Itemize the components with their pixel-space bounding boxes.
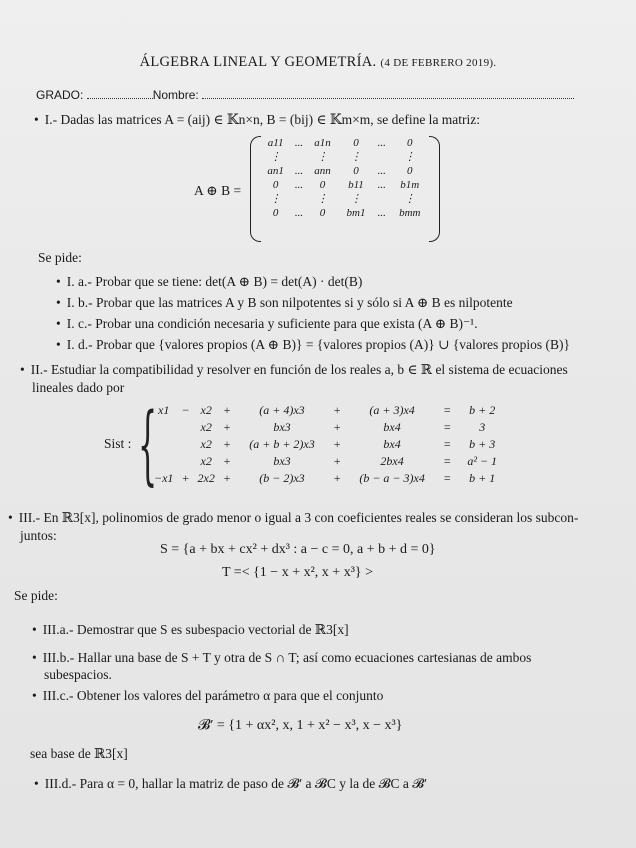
equation-term: + xyxy=(222,403,231,417)
matrix-cell: ... xyxy=(377,179,386,191)
left-brace-icon: { xyxy=(138,395,158,495)
matrix-cell: an1 xyxy=(267,165,284,177)
equation-term: + xyxy=(332,437,342,451)
equation-term: b + 3 xyxy=(469,437,496,451)
matrix-row xyxy=(260,150,430,164)
B-prime-definition: 𝓑′ = {1 + αx², x, 1 + x² − x³, x − x³} xyxy=(198,718,403,733)
matrix-cell: ... xyxy=(377,207,386,219)
matrix-cell: ... xyxy=(294,207,304,219)
nombre-blank[interactable] xyxy=(202,88,574,99)
matrix-cell: ⋮ xyxy=(350,193,362,205)
equation-term xyxy=(177,419,193,436)
equation-term: (b − 2)x3 xyxy=(259,471,305,485)
equation-term: + xyxy=(332,420,342,434)
matrix-cell: ... xyxy=(294,165,304,177)
q1-se-pide: Se pide: xyxy=(38,250,82,265)
matrix-cell: ⋮ xyxy=(316,151,328,163)
q2-line2: lineales dado por xyxy=(32,380,125,395)
matrix-cell: 0 xyxy=(353,165,359,177)
exam-title xyxy=(0,54,636,71)
equation-term: − xyxy=(181,403,190,417)
matrix-cell: ⋮ xyxy=(350,151,362,163)
q3-line2: juntos: xyxy=(20,528,57,543)
equation-term xyxy=(150,453,177,470)
q3-se-pide: Se pide: xyxy=(14,588,58,603)
equation-term: (a + 3)x4 xyxy=(369,403,415,417)
q3-part-a: • III.a.- Demostrar que S es subespacio vectorial de ℝ3[x] xyxy=(32,622,349,638)
matrix-cell: a11 xyxy=(267,137,284,149)
S-definition: S = {a + bx + cx² + dx³ : a − c = 0, a + b + d = 0} xyxy=(160,542,436,557)
equation-term: = xyxy=(443,403,452,417)
matrix-cell xyxy=(374,150,390,164)
grado-line xyxy=(36,88,574,102)
matrix-cell: ... xyxy=(294,137,304,149)
equation-row xyxy=(150,470,509,487)
equation-term xyxy=(150,419,177,436)
equation-term: −x1 xyxy=(154,471,174,485)
title-date: (4 DE FEBRERO 2019). xyxy=(380,57,497,69)
equation-term: x1 xyxy=(158,403,170,417)
equation-term: + xyxy=(181,471,190,485)
matrix-cell: ⋮ xyxy=(404,151,416,163)
equation-term: b + 1 xyxy=(469,471,496,485)
matrix-table xyxy=(260,136,430,220)
equation-term: + xyxy=(222,454,231,468)
matrix-cell: ann xyxy=(314,165,331,177)
equation-term xyxy=(177,453,193,470)
equation-term: = xyxy=(443,420,452,434)
equation-row xyxy=(150,453,509,470)
matrix-cell: bmm xyxy=(399,207,421,219)
matrix-label: A ⊕ B = xyxy=(194,183,242,198)
q3-part-d: • III.d.- Para α = 0, hallar la matriz de paso de 𝓑′ a 𝓑C y la de 𝓑C a 𝓑′ xyxy=(34,776,427,792)
matrix-cell: 0 xyxy=(319,179,326,191)
matrix-cell xyxy=(374,192,390,206)
nombre-label: Nombre: xyxy=(152,88,199,102)
matrix-cell: 0 xyxy=(407,137,413,149)
q1-part-d: • I. d.- Probar que {valores propios (A ⊕ B)} = {valores propios (A)} ∪ {valores propios (B)} xyxy=(56,337,570,353)
matrix-cell: 0 xyxy=(272,207,279,219)
q1-part-b: • I. b.- Probar que las matrices A y B son nilpotentes si y sólo si A ⊕ B es nilpotente xyxy=(56,295,513,311)
equation-term: bx4 xyxy=(383,437,401,451)
matrix-row xyxy=(260,192,430,206)
q3-part-c: • III.c.- Obtener los valores del parámetro α para que el conjunto xyxy=(32,688,383,704)
q3-part-b-line2: subespacios. xyxy=(44,667,112,682)
matrix-cell: ⋮ xyxy=(270,151,282,163)
sist-label: Sist : xyxy=(104,436,132,451)
matrix-cell xyxy=(291,192,307,206)
equation-term: = xyxy=(443,454,452,468)
equation-term: bx4 xyxy=(383,420,401,434)
block-matrix xyxy=(250,136,440,242)
sea-base-text: sea base de ℝ3[x] xyxy=(30,746,128,761)
q1-part-a: • I. a.- Probar que se tiene: det(A ⊕ B) = det(A) · det(B) xyxy=(56,274,362,290)
equation-system xyxy=(150,402,509,487)
equation-term: 3 xyxy=(479,420,486,434)
q1-intro: • I.- Dadas las matrices A = (aij) ∈ 𝕂n×n, B = (bij) ∈ 𝕂m×m, se define la matriz: xyxy=(34,112,480,128)
q1-part-c: • I. c.- Probar una condición necesaria y suficiente para que exista (A ⊕ B)⁻¹. xyxy=(56,316,478,332)
equation-term: 2x2 xyxy=(197,471,215,485)
matrix-cell: ... xyxy=(377,137,386,149)
T-definition: T =< {1 − x + x², x + x³} > xyxy=(222,565,374,580)
equation-term: x2 xyxy=(200,403,212,417)
equation-term: x2 xyxy=(200,420,212,434)
matrix-cell: 0 xyxy=(272,179,279,191)
equation-term: + xyxy=(332,454,342,468)
equation-term: (a + 4)x3 xyxy=(259,403,305,417)
matrix-cell: 0 xyxy=(319,207,326,219)
system-table xyxy=(150,402,509,487)
matrix-cell: ... xyxy=(294,179,304,191)
matrix-cell: bm1 xyxy=(346,207,366,219)
equation-term: = xyxy=(443,437,452,451)
equation-term: + xyxy=(222,471,231,485)
matrix-cell: 0 xyxy=(407,165,413,177)
equation-term: a² − 1 xyxy=(467,454,498,468)
equation-term: x2 xyxy=(200,437,212,451)
equation-term: (b − a − 3)x4 xyxy=(359,471,425,485)
matrix-cell: a1n xyxy=(314,137,331,149)
matrix-cell: ⋮ xyxy=(316,193,328,205)
equation-term: = xyxy=(443,471,452,485)
q3-part-b-line1: • III.b.- Hallar una base de S + T y otra de S ∩ T; así como ecuaciones cartesianas de ambos xyxy=(32,650,531,666)
grado-label: GRADO: xyxy=(36,88,84,102)
equation-term: + xyxy=(332,403,342,417)
matrix-cell xyxy=(291,150,307,164)
equation-term: bx3 xyxy=(273,454,291,468)
equation-term xyxy=(150,436,177,453)
equation-term: 2bx4 xyxy=(380,454,404,468)
equation-term: bx3 xyxy=(273,420,291,434)
equation-term: (a + b + 2)x3 xyxy=(249,437,315,451)
grado-blank[interactable] xyxy=(87,88,153,99)
matrix-row xyxy=(260,178,430,192)
matrix-row xyxy=(260,164,430,178)
equation-term: b + 2 xyxy=(469,403,496,417)
matrix-cell: ⋮ xyxy=(270,193,282,205)
matrix-cell: 0 xyxy=(353,137,359,149)
matrix-cell: ⋮ xyxy=(404,193,416,205)
equation-row xyxy=(150,419,509,436)
matrix-row xyxy=(260,206,430,220)
matrix-row xyxy=(260,136,430,150)
matrix-cell: b11 xyxy=(348,179,364,191)
equation-row xyxy=(150,436,509,453)
equation-term: x2 xyxy=(200,454,212,468)
matrix-cell: ... xyxy=(377,165,386,177)
equation-term xyxy=(177,436,193,453)
right-paren-icon xyxy=(429,136,440,242)
matrix-cell: b1m xyxy=(400,179,420,191)
equation-term: + xyxy=(332,471,342,485)
equation-term: + xyxy=(222,420,231,434)
q2-line1: • II.- Estudiar la compatibilidad y resolver en función de los reales a, b ∈ ℝ el sistema de ecuaciones xyxy=(20,362,568,378)
q3-line1: • III.- En ℝ3[x], polinomios de grado menor o igual a 3 con coeficientes reales se consideran los subcon- xyxy=(8,510,578,526)
title-main: ÁLGEBRA LINEAL Y GEOMETRÍA. xyxy=(139,54,377,70)
equation-term: + xyxy=(222,437,231,451)
equation-row xyxy=(150,402,509,419)
